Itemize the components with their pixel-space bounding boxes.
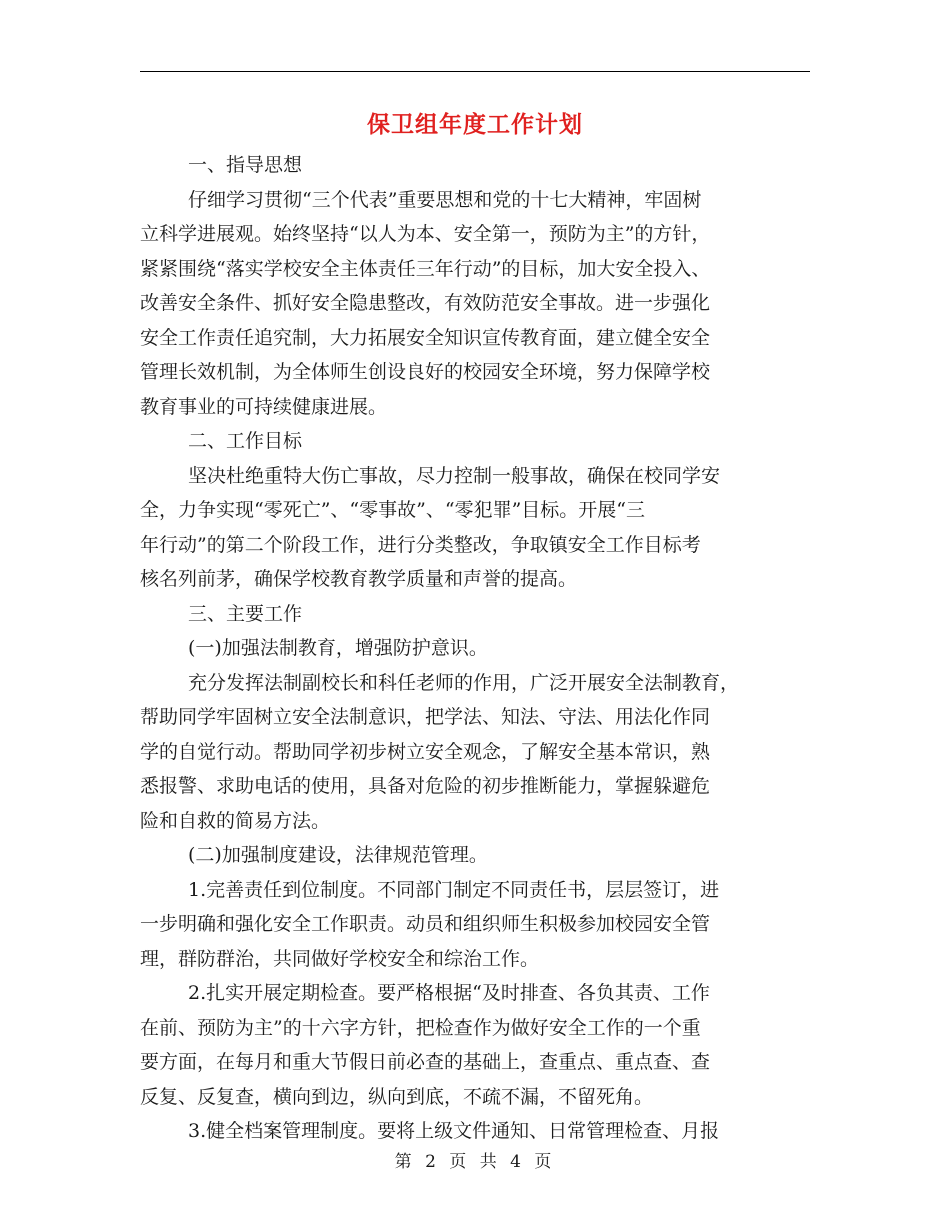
- text-line: 三、主要工作: [188, 602, 303, 625]
- header-rule: [140, 71, 810, 72]
- text-line: 险和自救的简易方法。: [140, 809, 331, 832]
- text-line: 改善安全条件、抓好安全隐患整改，有效防范安全事故。进一步强化: [140, 292, 711, 314]
- text-line: 要方面，在每月和重大节假日前必查的基础上，查重点、重点查、查: [140, 1051, 711, 1073]
- text-line: 帮助同学牢固树立安全法制意识，把学法、知法、守法、用法化作同: [140, 706, 711, 728]
- text-line: 紧紧围绕“落实学校安全主体责任三年行动”的目标，加大安全投入、: [140, 257, 711, 280]
- text-line: 1.完善责任到位制度。不同部门制定不同责任书，层层签订，进: [188, 878, 720, 901]
- text-line: 3.健全档案管理制度。要将上级文件通知、日常管理检查、月报: [188, 1120, 720, 1142]
- text-line: 二、工作目标: [188, 430, 303, 452]
- text-line: (一)加强法制教育，增强防护意识。: [188, 637, 488, 659]
- text-line: 2.扎实开展定期检查。要严格根据“及时排查、各负其责、工作: [188, 982, 710, 1004]
- text-line: 全，力争实现“零死亡”、“零事故”、“零犯罪”目标。开展“三: [140, 499, 645, 521]
- document-title: 保卫组年度工作计划: [367, 112, 583, 138]
- text-line: 在前、预防为主”的十六字方针，把检查作为做好安全工作的一个重: [140, 1016, 701, 1039]
- text-line: 学的自觉行动。帮助同学初步树立安全观念，了解安全基本常识，熟: [140, 740, 711, 763]
- text-line: 安全工作责任追究制，大力拓展安全知识宣传教育面，建立健全安全: [140, 326, 711, 349]
- text-line: 核名列前茅，确保学校教育教学质量和声誉的提高。: [140, 568, 578, 590]
- document-body: [140, 148, 810, 1149]
- text-line: 悉报警、求助电话的使用，具备对危险的初步推断能力，掌握躲避危: [140, 775, 711, 797]
- text-line: 教育事业的可持续健康进展。: [140, 395, 388, 418]
- text-line: 坚决杜绝重特大伤亡事故，尽力控制一般事故，确保在校同学安: [188, 464, 721, 487]
- text-line: 理，群防群治，共同做好学校安全和综治工作。: [140, 947, 540, 970]
- text-line: 年行动”的第二个阶段工作，进行分类整改，争取镇安全工作目标考: [140, 533, 701, 556]
- text-line: 一步明确和强化安全工作职责。动员和组织师生积极参加校园安全管: [140, 913, 711, 935]
- text-line: 反复、反复查，横向到边，纵向到底，不疏不漏，不留死角。: [140, 1085, 654, 1108]
- text-line: 一、指导思想: [188, 154, 303, 176]
- page-footer: 第 2 页 共 4 页: [394, 1152, 556, 1172]
- text-line: 仔细学习贯彻“三个代表”重要思想和党的十七大精神，牢固树: [188, 188, 702, 211]
- text-line: 充分发挥法制副校长和科任老师的作用，广泛开展安全法制教育，: [188, 671, 740, 694]
- text-line: 管理长效机制，为全体师生创设良好的校园安全环境，努力保障学校: [140, 361, 711, 383]
- text-line: (二)加强制度建设，法律规范管理。: [188, 844, 488, 866]
- text-line: 立科学进展观。始终坚持“以人为本、安全第一，预防为主”的方针，: [140, 223, 711, 245]
